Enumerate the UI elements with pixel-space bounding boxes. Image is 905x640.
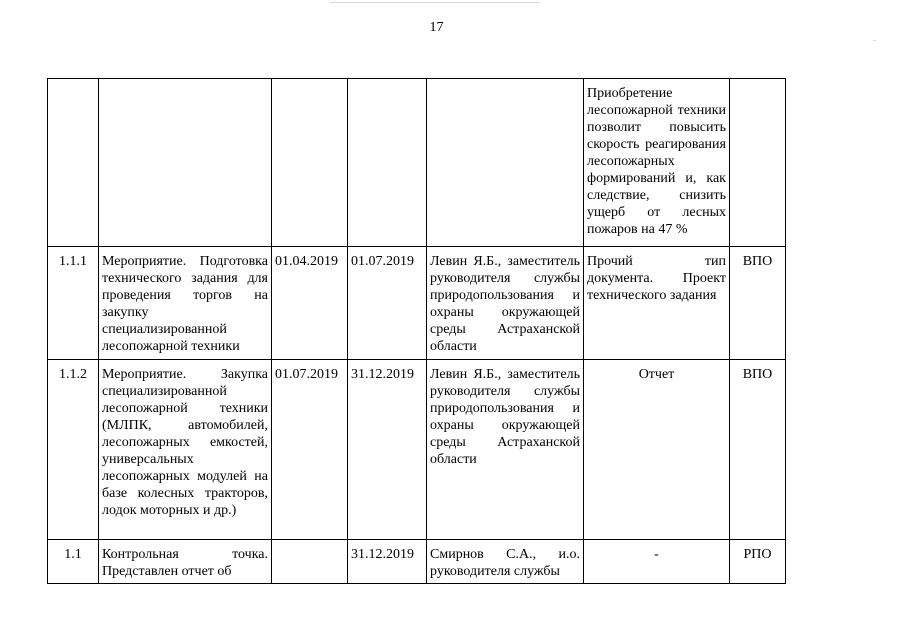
cell-responsible: Левин Я.Б., заместитель руководителя службы природопользования и охраны окружающей среды Астраханской области <box>427 247 584 360</box>
table-row <box>48 247 786 360</box>
cell-result: Приобретение лесопожарной техники позволит повысить скорость реагирования лесопожарных формирований и, как следствие, снизить ущерб от лесных пожаров на 47 % <box>584 79 730 247</box>
cell-activity: Контрольная точка. Представлен отчет об <box>99 540 272 584</box>
cell-end-date: 31.12.2019 <box>348 360 427 540</box>
cell-result: - <box>584 540 730 584</box>
cell-number: 1.1.1 <box>48 247 99 360</box>
cell-result: Прочий тип документа. Проект технического задания <box>584 247 730 360</box>
cell-info-system: ВПО <box>730 360 786 540</box>
scan-artifact <box>330 2 540 3</box>
cell-number: 1.1.2 <box>48 360 99 540</box>
activities-table <box>47 78 786 584</box>
cell-responsible: Левин Я.Б., заместитель руководителя службы природопользования и охраны окружающей среды Астраханской области <box>427 360 584 540</box>
cell-start-date: 01.04.2019 <box>272 247 348 360</box>
cell-number <box>48 79 99 247</box>
cell-end-date: 31.12.2019 <box>348 540 427 584</box>
cell-activity <box>99 79 272 247</box>
cell-start-date: 01.07.2019 <box>272 360 348 540</box>
cell-info-system: РПО <box>730 540 786 584</box>
cell-result: Отчет <box>584 360 730 540</box>
cell-end-date: 01.07.2019 <box>348 247 427 360</box>
table-row <box>48 360 786 540</box>
cell-responsible: Смирнов С.А., и.о. руководителя службы <box>427 540 584 584</box>
table-row <box>48 540 786 584</box>
cell-activity: Мероприятие. Закупка специализированной лесопожарной техники (МЛПК, автомобилей, лесопожарных емкостей, универсальных лесопожарных модулей на базе колесных тракторов, лодок моторных и др.) <box>99 360 272 540</box>
cell-end-date <box>348 79 427 247</box>
cell-info-system <box>730 79 786 247</box>
table-row <box>48 79 786 247</box>
cell-activity: Мероприятие. Подготовка технического задания для проведения торгов на закупку специализированной лесопожарной техники <box>99 247 272 360</box>
cell-start-date <box>272 79 348 247</box>
cell-info-system: ВПО <box>730 247 786 360</box>
page-number: 17 <box>429 20 444 35</box>
cell-responsible <box>427 79 584 247</box>
cell-start-date <box>272 540 348 584</box>
scan-artifact <box>873 40 876 41</box>
cell-number: 1.1 <box>48 540 99 584</box>
